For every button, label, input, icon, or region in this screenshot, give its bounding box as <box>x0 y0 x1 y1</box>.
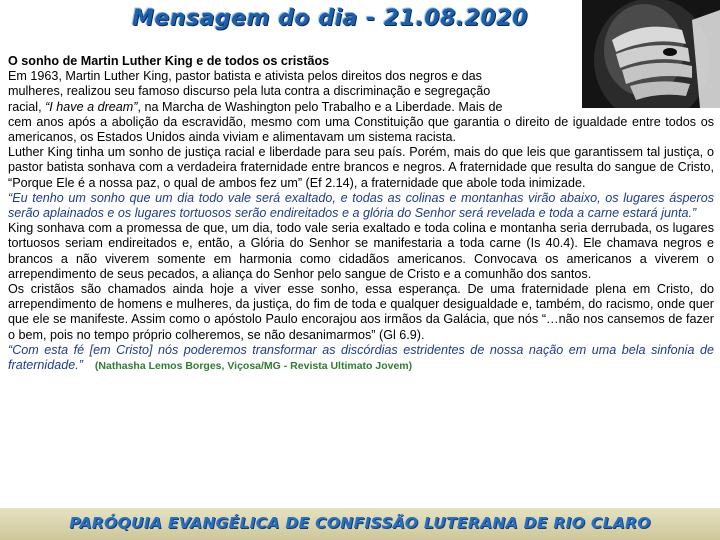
i-have-a-dream-quote: “I have a dream” <box>45 99 138 114</box>
message-heading: O sonho de Martin Luther King e de todos os cristãos <box>8 54 330 68</box>
paragraph-1-line-1: Em 1963, Martin Luther King, pastor batista e ativista pelos direitos dos negros e das <box>8 69 482 84</box>
footer-bar <box>0 508 720 540</box>
paragraph-1-rest: cem anos após a abolição da escravidão, mesmo com uma Constituição que garantia o direito de igualdade entre todos os americanos, os Estados Unidos ainda viviam e alimentavam um sistema racista. <box>8 114 714 145</box>
paragraph-1-line-3 <box>8 100 574 115</box>
message-body <box>8 54 714 374</box>
paragraph-4: Os cristãos são chamados ainda hoje a viver esse sonho, essa esperança. De uma fraternidade plena em Cristo, do arrependimento de homens e mulheres, da justiça, do fim de toda e qualquer desigualdade e, também, do racismo, onde quer que ele se manifeste. Assim como o apóstolo Paulo encorajou aos irmãos da Galácia, que nós “…não nos cansemos de fazer o bem, pois no tempo próprio colheremos, se não desanimarmos” (Gl 6.9). <box>8 282 714 342</box>
paragraph-1-line-3-post: , na Marcha de Washington pelo Trabalho e a Liberdade. Mais de <box>137 99 503 114</box>
quote-2 <box>8 343 714 374</box>
quote-2-text: “Com esta fé [em Cristo] nós poderemos transformar as discórdias estridentes de nossa nação em uma bela sinfonia de fraternidade.” <box>8 342 714 373</box>
paragraph-1-top <box>8 69 574 115</box>
parish-name: PARÓQUIA EVANGÉLICA DE CONFISSÃO LUTERANA DE RIO CLARO <box>69 514 651 532</box>
page-title: Mensagem do dia - 21.08.2020 <box>132 6 528 31</box>
paragraph-3: King sonhava com a promessa de que, um dia, todo vale seria exaltado e toda colina e montanha seria derrubada, os lugares tortuosos seriam endireitados e, então, a Glória do Senhor se manifestaria a toda carne (Is 40.4). Ele chamava negros e brancos a não viverem somente em harmonia como cidadãos americanos. Convocava os americanos a viverem o arrependimento de seus pecados, a aliança do Senhor pelo sangue de Cristo e a comunhão dos santos. <box>8 221 714 281</box>
quote-1: “Eu tenho um sonho que um dia todo vale será exaltado, e todas as colinas e montanhas virão abaixo, os lugares ásperos serão aplainados e os lugares tortuosos serão endireitados e a glória do Senhor será revelada e toda a carne estará junta.” <box>8 190 714 221</box>
paragraph-2: Luther King tinha um sonho de justiça racial e liberdade para seu país. Porém, mais do que leis que garantissem tal justiça, o pastor batista sonhava com a verdadeira fraternidade entre brancos e negros. A fraternidade que resulta do sangue de Cristo, “Porque Ele é a nossa paz, o qual de ambos fez um” (Ef 2.14), a fraternidade que abole toda inimizade. <box>8 145 714 190</box>
paragraph-1-line-2: mulheres, realizou seu famoso discurso pela luta contra a discriminação e segregação <box>8 84 491 99</box>
author-credit: (Nathasha Lemos Borges, Viçosa/MG - Revista Ultimato Jovem) <box>94 360 413 373</box>
paragraph-1-line-3-pre: racial, <box>8 99 46 114</box>
